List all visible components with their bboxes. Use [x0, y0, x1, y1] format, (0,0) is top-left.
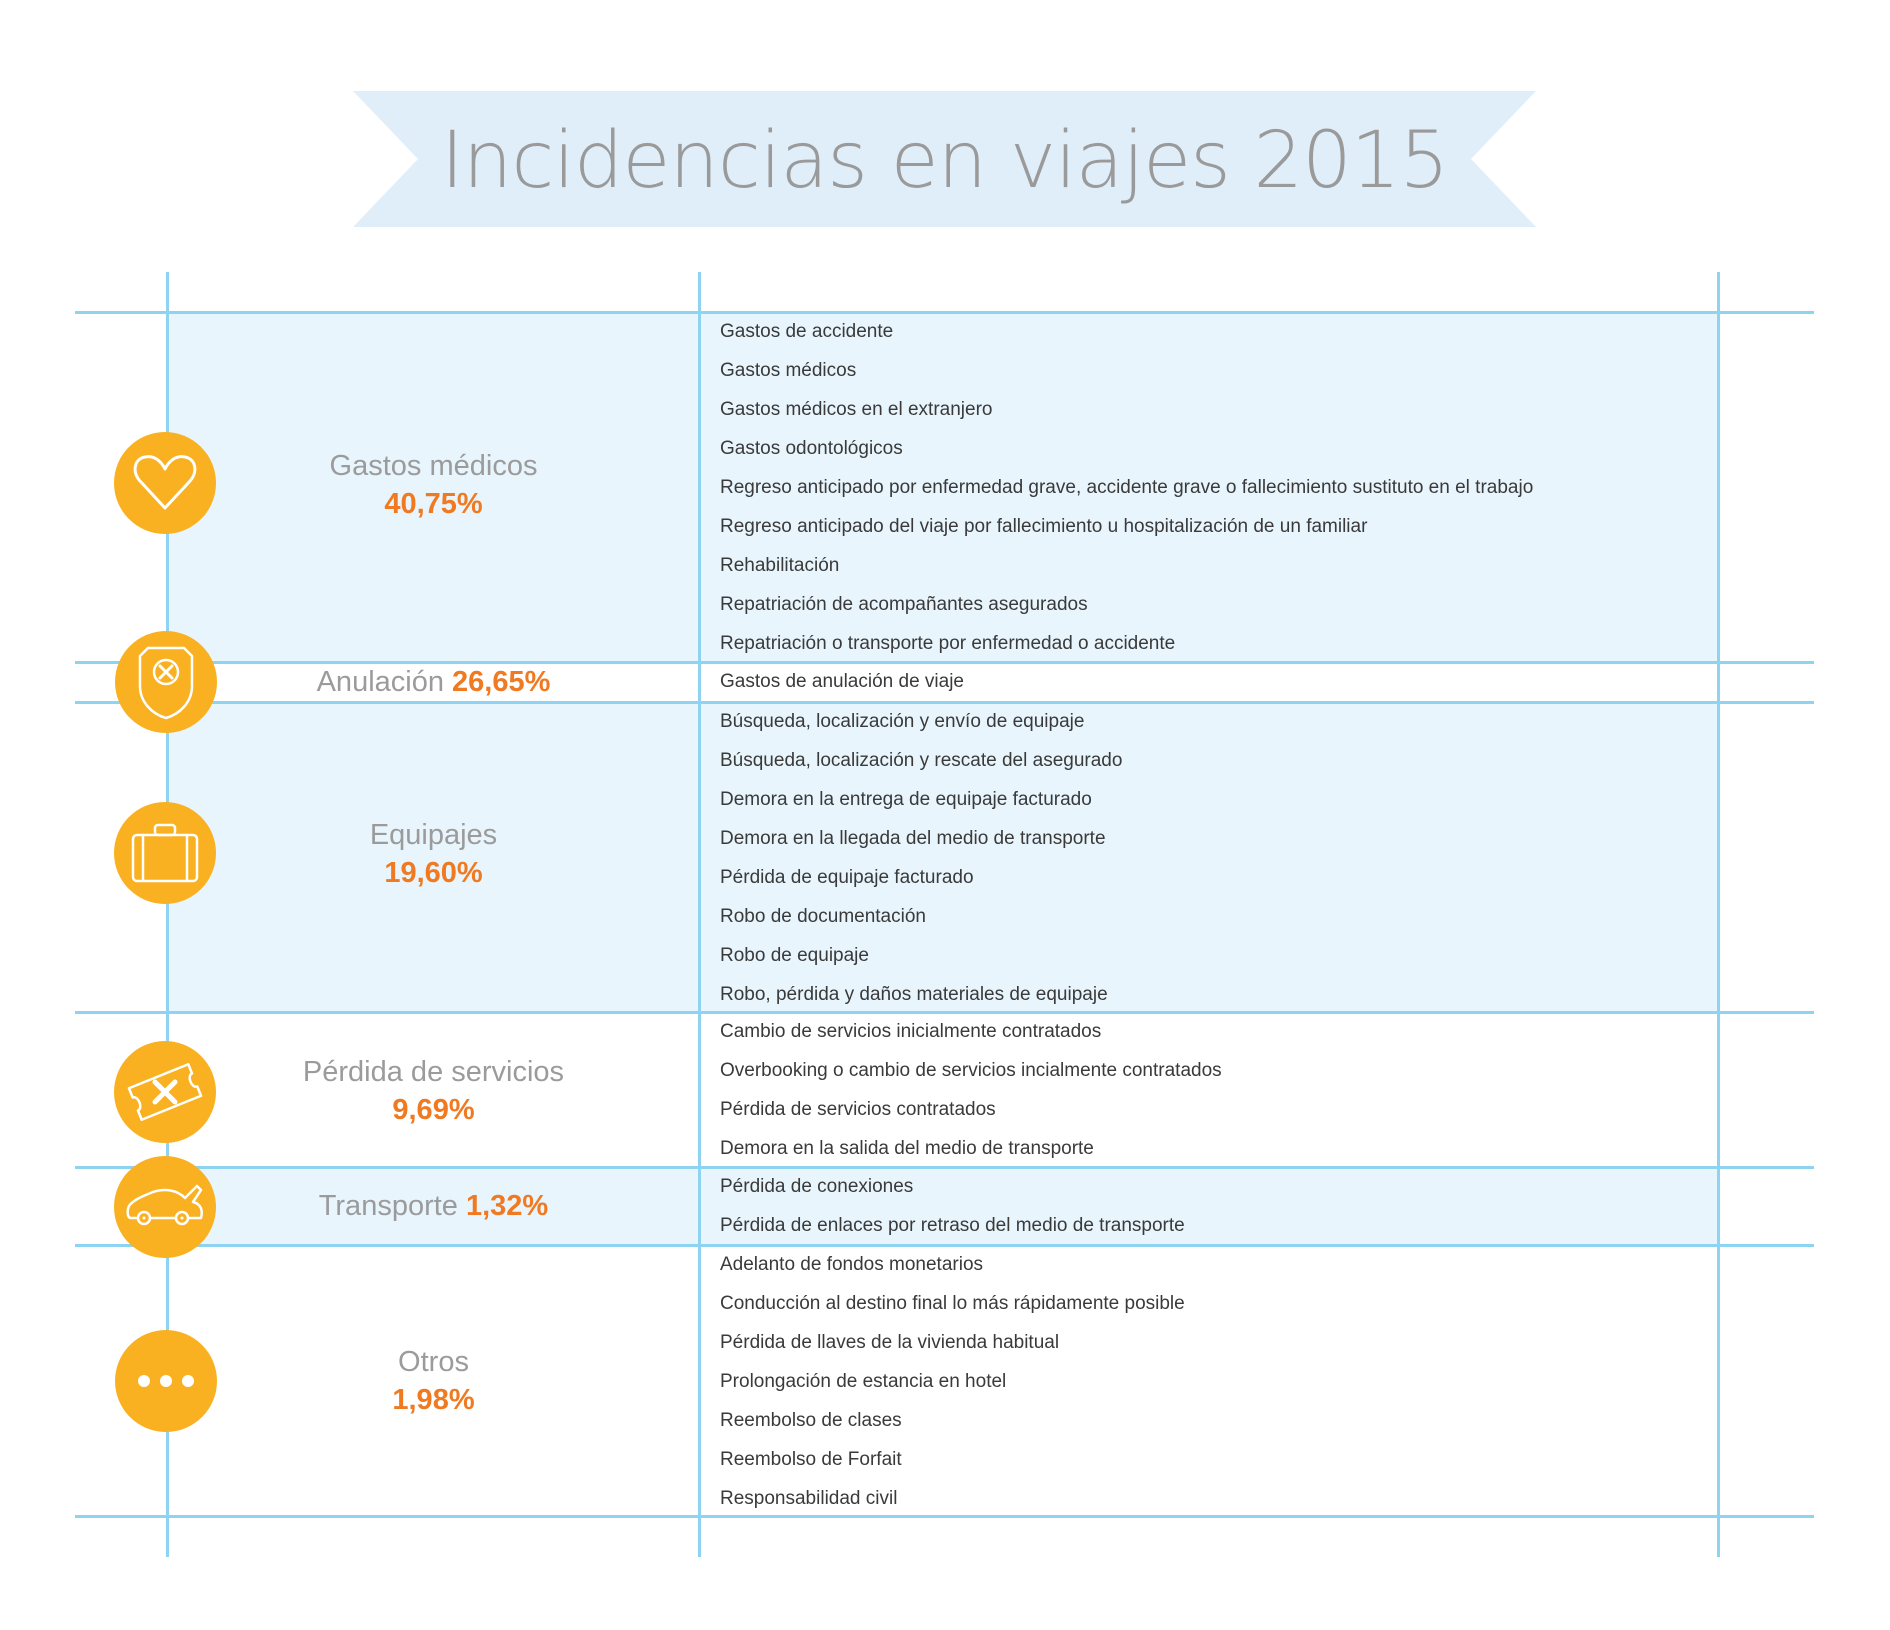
- category-percent: 26,65%: [452, 666, 551, 698]
- list-item: Robo, pérdida y daños materiales de equipaje: [720, 984, 1108, 1005]
- item-list-otros: [720, 1245, 1185, 1518]
- list-item: Gastos de anulación de viaje: [720, 671, 964, 692]
- list-item: Repatriación o transporte por enfermedad o accidente: [720, 633, 1176, 654]
- category-percent: 40,75%: [384, 488, 483, 520]
- page-title: Incidencias en viajes 2015: [440, 116, 1449, 206]
- category-name: Pérdida de servicios: [302, 1056, 565, 1088]
- category-label-anulacion: [170, 663, 697, 701]
- list-item: Regreso anticipado por enfermedad grave, accidente grave o fallecimiento sustituto en el trabajo: [720, 477, 1534, 498]
- list-item: Repatriación de acompañantes asegurados: [720, 594, 1088, 615]
- list-item: Búsqueda, localización y envío de equipaje: [720, 711, 1085, 732]
- category-percent: 1,32%: [465, 1190, 549, 1222]
- list-item: Gastos de accidente: [720, 321, 894, 342]
- list-item: Gastos odontológicos: [720, 438, 903, 459]
- item-list-perdida-servicios: [720, 1012, 1222, 1168]
- category-name: Equipajes: [369, 819, 498, 851]
- list-item: Cambio de servicios inicialmente contratados: [720, 1021, 1102, 1042]
- car-breakdown-icon: [114, 1156, 216, 1258]
- category-label-otros: [170, 1343, 697, 1419]
- grid-vline-right: [1717, 272, 1720, 1557]
- list-item: Reembolso de Forfait: [720, 1449, 902, 1470]
- list-item: Prolongación de estancia en hotel: [720, 1371, 1007, 1392]
- item-list-anulacion: [720, 662, 964, 701]
- list-item: Rehabilitación: [720, 555, 840, 576]
- category-name: Gastos médicos: [329, 450, 538, 482]
- list-item: Overbooking o cambio de servicios incialmente contratados: [720, 1060, 1222, 1081]
- item-list-equipajes: [720, 702, 1122, 1014]
- list-item: Regreso anticipado del viaje por fallecimiento u hospitalización de un familiar: [720, 516, 1368, 537]
- list-item: Reembolso de clases: [720, 1410, 902, 1431]
- heart-icon: [114, 432, 216, 534]
- list-item: Pérdida de conexiones: [720, 1176, 914, 1197]
- list-item: Responsabilidad civil: [720, 1488, 898, 1509]
- grid-vline-divider: [698, 272, 701, 1557]
- category-label-equipajes: [170, 816, 697, 892]
- shield-x-icon: [115, 631, 217, 733]
- list-item: Pérdida de llaves de la vivienda habitual: [720, 1332, 1060, 1353]
- item-list-transporte: [720, 1167, 1185, 1245]
- title-banner: [353, 91, 1536, 227]
- list-item: Búsqueda, localización y rescate del asegurado: [720, 750, 1123, 771]
- cancelled-ticket-icon: [114, 1041, 216, 1143]
- more-dots-icon: [115, 1330, 217, 1432]
- category-name: Anulación: [316, 666, 444, 698]
- list-item: Pérdida de enlaces por retraso del medio de transporte: [720, 1215, 1185, 1236]
- category-name: Transporte: [318, 1190, 458, 1222]
- category-percent: 9,69%: [392, 1094, 475, 1126]
- list-item: Demora en la salida del medio de transporte: [720, 1138, 1094, 1159]
- list-item: Pérdida de servicios contratados: [720, 1099, 996, 1120]
- list-item: Demora en la entrega de equipaje facturado: [720, 789, 1092, 810]
- category-label-perdida-servicios: [170, 1053, 697, 1129]
- list-item: Conducción al destino final lo más rápidamente posible: [720, 1293, 1185, 1314]
- suitcase-icon: [114, 802, 216, 904]
- category-name: Otros: [398, 1346, 469, 1378]
- list-item: Gastos médicos: [720, 360, 857, 381]
- category-label-gastos-medicos: [170, 447, 697, 523]
- category-percent: 1,98%: [392, 1384, 475, 1416]
- item-list-gastos-medicos: [720, 312, 1533, 663]
- list-item: Robo de documentación: [720, 906, 926, 927]
- list-item: Demora en la llegada del medio de transporte: [720, 828, 1106, 849]
- list-item: Gastos médicos en el extranjero: [720, 399, 993, 420]
- list-item: Robo de equipaje: [720, 945, 869, 966]
- list-item: Adelanto de fondos monetarios: [720, 1254, 984, 1275]
- category-percent: 19,60%: [384, 857, 483, 889]
- category-label-transporte: [170, 1187, 697, 1225]
- list-item: Pérdida de equipaje facturado: [720, 867, 974, 888]
